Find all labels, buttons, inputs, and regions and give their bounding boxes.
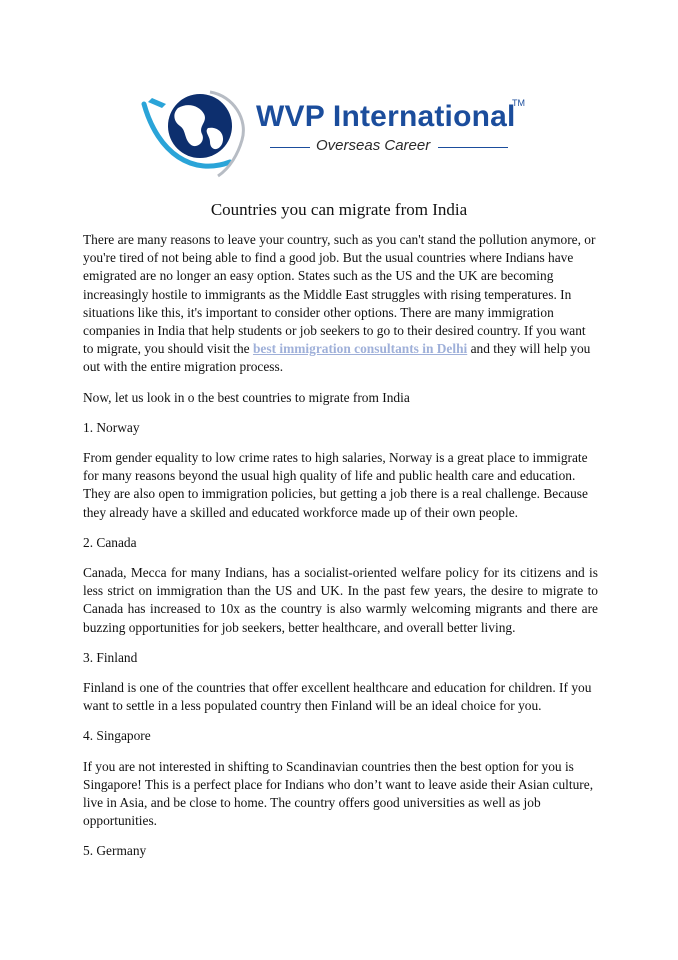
- logo-wordmark: [256, 98, 525, 154]
- consultants-link[interactable]: best immigration consultants in Delhi: [252, 341, 468, 357]
- section-body: Finland is one of the countries that offer excellent healthcare and education for children. If you want to settle in a less populated country then Finland will be an ideal choice for you.: [83, 680, 592, 714]
- intro-paragraph: [83, 231, 598, 377]
- trademark-symbol: TM: [512, 98, 525, 108]
- lead-paragraph: Now, let us look in o the best countries to migrate from India: [83, 389, 410, 405]
- tagline-rule-right: [438, 147, 508, 148]
- tagline-row: [270, 138, 500, 156]
- article-body: [83, 231, 598, 861]
- tagline-rule-left: [270, 147, 310, 148]
- page-title: Countries you can migrate from India: [210, 200, 468, 219]
- section-heading: 4. Singapore: [83, 728, 151, 744]
- section-heading: 2. Canada: [83, 534, 137, 550]
- section-heading: 3. Finland: [83, 649, 138, 665]
- section-body: Canada, Mecca for many Indians, has a socialist-oriented welfare policy for its citizens and is less strict on immigration than the US and UK. In the past few years, the desire to migrate to Canada has increased to 10x as the country is also warmly welcoming migrants and there are buzzing opportunities for job seekers, better healthcare, and overall better living.: [83, 565, 598, 635]
- section-body: If you are not interested in shifting to Scandinavian countries then the best option for you is Singapore! This is a perfect place for Indians who don’t want to leave aside their Asian culture, live in Asia, and be close to home. The country offers good universities as well as job opportunities.: [83, 758, 594, 829]
- company-logo: [138, 84, 538, 184]
- intro-text: There are many reasons to leave your country, such as you can't stand the pollution anymore, or you're tired of not being able to find a good job. But the usual countries where Indians have emigrated are no longer an easy option. States such as the US and the UK are becoming increasingly hostile to immigrants as the Middle East struggles with rising temperatures. In situations like this, it's important to consider other options. There are many immigration companies in India that help students or job seekers to go to their desired country. If you want to migrate, you should visit the: [83, 232, 596, 357]
- globe-icon: [138, 84, 258, 184]
- tagline: Overseas Career: [316, 137, 431, 154]
- section-heading: 5. Germany: [83, 843, 147, 859]
- section-body: From gender equality to low crime rates to high salaries, Norway is a great place to immigrate for many reasons beyond the usual high quality of life and public health care and education. They are also open to immigration policies, but getting a job there is a real challenge. Because they already have a skilled and educated workforce made up of their own people.: [83, 450, 588, 520]
- intro-text-end: and they will help you out with the entire migration process.: [83, 341, 591, 375]
- brand-name: WVP International: [256, 100, 516, 133]
- section-heading: 1. Norway: [83, 419, 140, 435]
